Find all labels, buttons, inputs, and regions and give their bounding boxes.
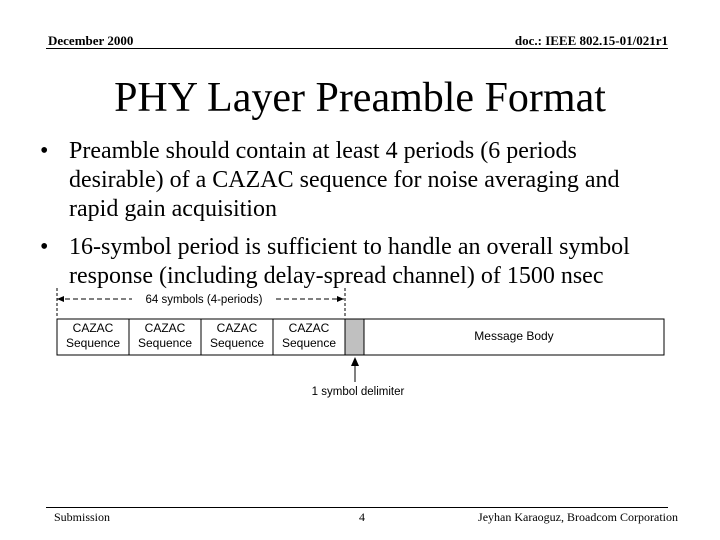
bullet-marker: • [40,138,49,164]
bullet-2-line-2: response (including delay-spread channel) of 1500 nsec [69,263,604,289]
cazac-cell-2-line1: CAZAC [144,321,186,335]
cazac-cell-4-line1: CAZAC [288,321,330,335]
bullet-1-line-3: rapid gain acquisition [69,196,277,222]
header-date: December 2000 [48,33,134,48]
delimiter-label: 1 symbol delimiter [311,386,405,398]
span-arrow-left [57,296,64,302]
footer-rule [46,507,668,508]
cazac-cell-2 [129,318,201,354]
cazac-cell-1 [57,318,129,354]
cazac-cell-1-line1: CAZAC [72,321,114,335]
message-body-label: Message Body [474,328,554,343]
span-arrow-right [337,296,344,302]
cazac-cell-3-line2: Sequence [209,336,265,350]
bullet-2-line-1: 16-symbol period is sufficient to handle an overall symbol [69,234,630,260]
bullet-1-line-1: Preamble should contain at least 4 periods (6 periods [69,138,577,164]
span-label: 64 symbols (4-periods) [145,294,263,306]
cazac-cell-3-line1: CAZAC [216,321,258,335]
footer-author: Jeyhan Karaoguz, Broadcom Corporation [478,510,678,524]
cazac-cell-4-line2: Sequence [281,336,337,350]
cazac-cell-4 [273,318,345,354]
cazac-cell-3 [201,318,273,354]
bullet-marker: • [40,234,49,260]
cazac-cell-1-line2: Sequence [65,336,121,350]
footer-submission: Submission [54,510,111,524]
bullet-1-line-2: desirable) of a CAZAC sequence for noise averaging and [69,167,620,193]
delimiter-arrow-head [351,357,359,366]
header-doc-id: doc.: IEEE 802.15-01/021r1 [514,33,668,48]
delimiter-symbol [345,319,364,355]
slide-title: PHY Layer Preamble Format [114,75,606,121]
cazac-cell-2-line2: Sequence [137,336,193,350]
message-body-cell [364,318,664,354]
page-number: 4 [359,510,365,524]
